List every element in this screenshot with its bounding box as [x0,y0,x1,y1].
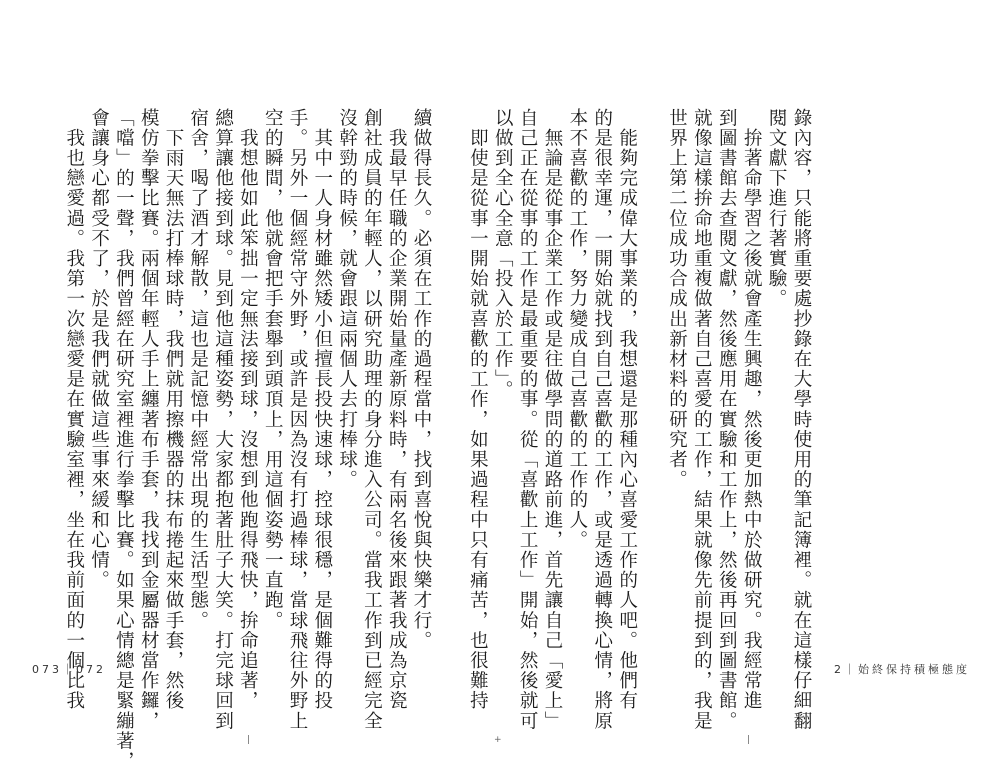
text-column: 就像這樣拚命地重複做著自己喜愛的工作，結果就像先前提到的，我是 [691,108,713,732]
text-column: 能夠完成偉大事業的，我想還是那種內心喜愛工作的人吧。他們有 [616,108,638,711]
text-column: 「噹」的一聲，我們曾經在研究室裡進行拳擊比賽。如果心情總是緊繃著， [113,108,135,771]
text-column: 空的瞬間，他就會把手套舉到頭頂上，用這個姿勢一直跑。 [262,108,284,631]
text-column: 以做到全心全意「投入於工作」。 [492,108,514,401]
text-column: 的是很幸運，一開始就找到自己喜歡的工作，或是透過轉換心情，將原 [591,108,613,732]
text-column: 拚著命學習之後就會產生興趣，然後更加熱中於做研究。我經常進 [741,108,763,711]
text-column: 閱文獻下進行著實驗。 [766,108,788,309]
text-column: 錄內容，只能將重要處抄錄在大學時使用的筆記簿裡。就在這樣仔細翻 [791,108,812,732]
right-page [467,0,1000,745]
text-column: 其中一人身材雖然矮小但擅長投快速球，控球很穩，是個難得的投 [311,108,333,711]
text-column: 即使是從事一開始就喜歡的工作，如果過程中只有痛苦，也很難持 [467,108,489,711]
text-column: 沒幹勁的時候，就會跟這兩個人去打棒球。 [336,108,358,490]
text-column: 到圖書館去查閱文獻，然後應用在實驗和工作上，然後再回到圖書館。 [716,108,738,732]
trim-mark: | [747,735,751,745]
text-column: 我最早任職的企業開始量產新原料時，有兩名後來跟著我成為京瓷 [386,108,408,711]
text-column: 自己正在從事的工作是最重要的事。從「喜歡上工作」開始，然後就可 [517,108,539,732]
text-column: 下雨天無法打棒球時，我們就用擦機器的抹布捲起來做手套，然後 [163,108,184,711]
text-column: 本不喜歡的工作，努力變成自己喜歡的工作的人。 [566,108,588,551]
text-column: 無論是從事企業工作或是往做學問的道路前進，首先讓自己「愛上」 [542,108,563,732]
text-column: 創社成員的年輕人，以研究助理的身分進入公司。當我工作到已經完全 [361,108,383,732]
text-column: 總算讓他接到球。見到他這種姿勢，大家都抱著肚子大笑。打完球回到 [212,108,234,732]
text-column: 會讓身心都受不了，於是我們就做這些事來緩和心情。 [88,108,110,591]
text-column: 我也戀愛過。我第一次戀愛是在實驗室裡，坐在我前面的一個比我 [63,108,85,711]
text-column: 世界上第二位成功合成出新材料的研究者。 [666,108,688,490]
gutter-mark: + [494,735,502,745]
text-column: 宿舍，喝了酒才解散，這也是記憶中經常出現的生活型態。 [187,108,209,631]
text-column: 續做得長久。必須在工作的過程當中，找到喜悅與快樂才行。 [411,108,432,651]
trim-mark: | [247,735,251,745]
page-number: 073｜072 [32,663,106,676]
running-title: 2｜始終保持積極態度 [834,663,970,676]
text-column: 我想他如此笨拙一定無法接到球，沒想到他跑得飛快，拚命追著， [237,108,259,711]
text-column: 模仿拳擊比賽。兩個年輕人手上纏著布手套，我找到金屬器材當作鑼， [138,108,160,732]
text-column: 手。另外一個經常守外野，或許是因為沒有打過棒球，當球飛往外野上 [287,108,308,732]
